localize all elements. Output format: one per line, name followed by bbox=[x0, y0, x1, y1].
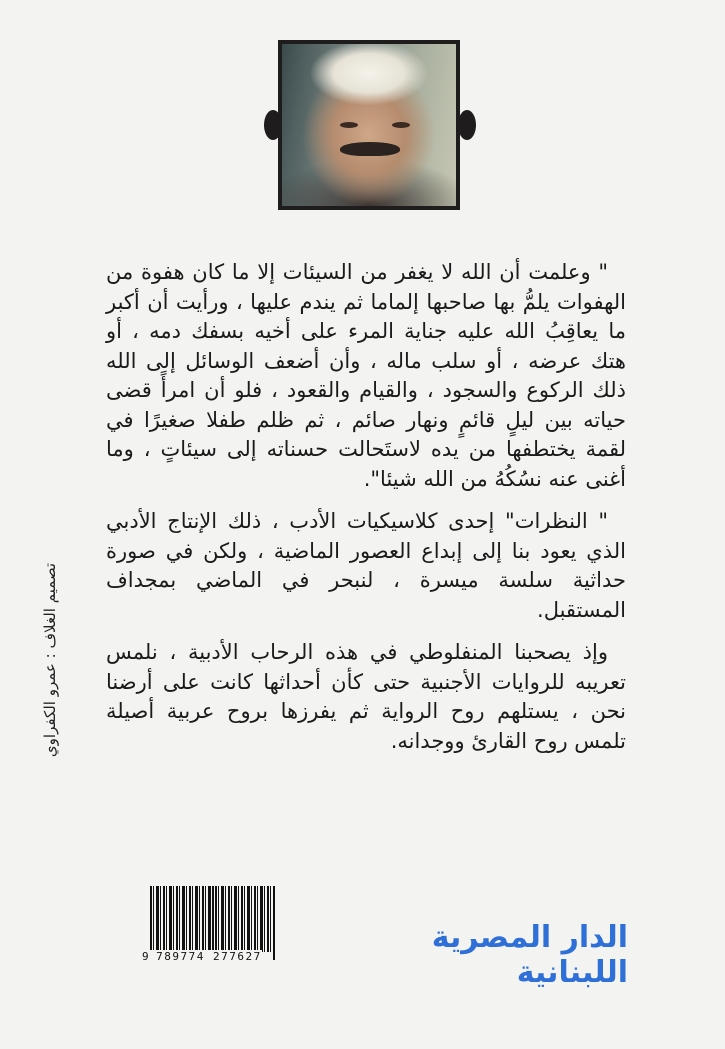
barcode-guard-center bbox=[212, 886, 214, 960]
cover-credit-text: تصميم الغلاف : عمرو الكفراوي bbox=[41, 562, 59, 758]
author-portrait-frame bbox=[264, 40, 476, 212]
back-cover-blurb bbox=[106, 258, 626, 769]
author-portrait bbox=[282, 44, 456, 206]
barcode-first-digit: 9 bbox=[142, 950, 151, 963]
cover-design-credit bbox=[30, 562, 70, 758]
publisher-logo: الدار المصرية اللبنانية bbox=[431, 920, 628, 990]
barcode-guard-right bbox=[273, 886, 275, 960]
quote-paragraph: " وعلمت أن الله لا يغفر من السيئات إلا ما كان هفوة من الهفوات يلمُّ بها صاحبها إلماما ثم يندم عليها ، ورأيت أن أكبر ما يعاقِبُ الله عليه جناية المرء على أخيه بسفك دمه ، أو هتك عرضه ، أو سلب ماله ، وأن أضعف الوسائل إلى الله ذلك الركوع والسجود ، والقيام والقعود ، فلو أن امرأً قضى حياته بين ليلٍ قائمٍ ونهار صائم ، ثم ظلم طفلا صغيرًا في لقمة يختطفها من يده لاستَحالت حسناته إلى سيئاتٍ ، وما أغنى عنه نسُكُهُ من الله شيئا". bbox=[106, 260, 626, 491]
barcode-digits: 789774 277627 bbox=[156, 950, 262, 963]
portrait-eye-right bbox=[392, 122, 410, 128]
author-paragraph: وإذ يصحبنا المنفلوطي في هذه الرحاب الأدبية ، نلمس تعريبه للروايات الأجنبية حتى كأن أحداثها كانت على أرضنا نحن ، يستلهم روح الرواية ثم يفرزها بروح عربية أصيلة تلمس روح القارئ ووجدانه. bbox=[106, 640, 626, 753]
portrait-eye-left bbox=[340, 122, 358, 128]
portrait-mustache bbox=[340, 142, 400, 156]
isbn-barcode bbox=[142, 886, 277, 966]
portrait-border bbox=[278, 40, 460, 210]
frame-ornament-right bbox=[458, 110, 476, 140]
description-paragraph: " النظرات" إحدى كلاسيكيات الأدب ، ذلك الإنتاج الأدبي الذي يعود بنا إلى إبداع العصور الماضية ، ولكن في صورة حداثية سلسة ميسرة ، لنبحر في الماضي بمجداف المستقبل. bbox=[106, 509, 626, 622]
barcode-guard-left bbox=[150, 886, 152, 960]
barcode-number bbox=[142, 950, 262, 963]
